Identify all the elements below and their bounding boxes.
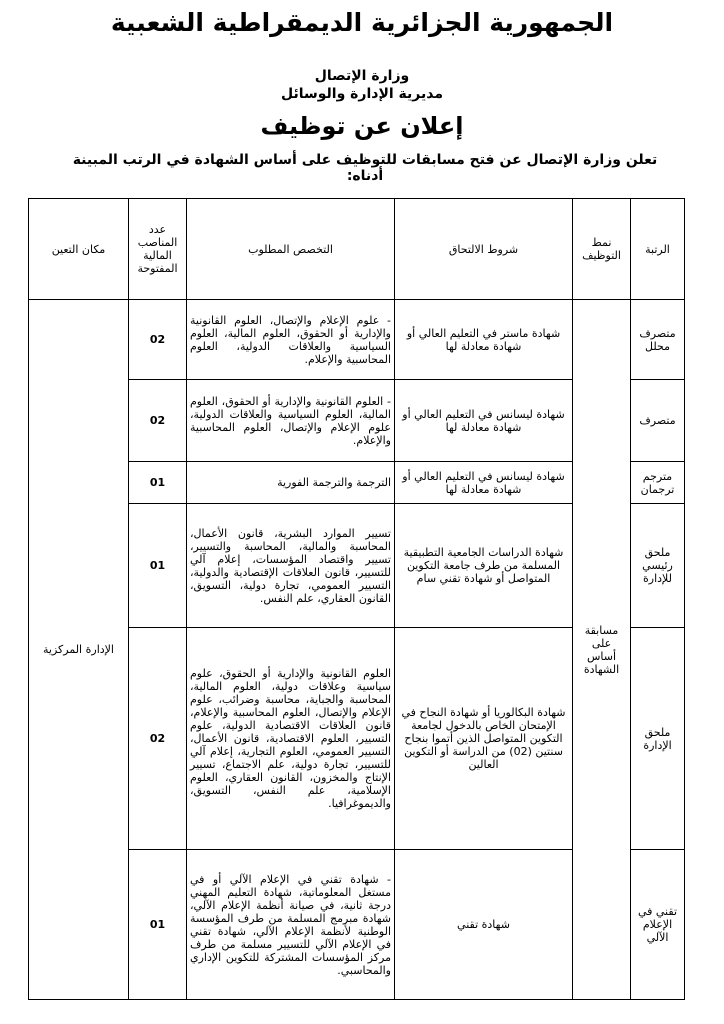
header-location: مكان التعين (29, 199, 129, 300)
specialty-cell: - العلوم القانونية والإدارية أو الحقوق، العلوم المالية، العلوم السياسية والعلاقات الدولية، علوم الإعلام والإتصال، العلوم المحاسبية والإعلام. (187, 380, 395, 462)
conditions-cell: شهادة البكالوريا أو شهادة النجاح في الإمتحان الخاص بالدخول لجامعة التكوين المتواصل الذين أتموا بنجاح سنتين (02) من الدراسة أو التكوين العالين (395, 628, 573, 850)
rank-cell: تقني في الإعلام الآلي (631, 850, 685, 1000)
positions-cell: 02 (129, 300, 187, 380)
positions-cell: 01 (129, 504, 187, 628)
header-conditions: شروط الالتحاق (395, 199, 573, 300)
positions-cell: 01 (129, 850, 187, 1000)
positions-cell: 02 (129, 380, 187, 462)
ministry-name: وزارة الإتصال (314, 68, 410, 84)
rank-cell: مترجم ترجمان (631, 462, 685, 504)
table-row (29, 300, 685, 380)
header-specialty: التخصص المطلوب (187, 199, 395, 300)
announcement-title: إعلان عن توظيف (260, 112, 464, 140)
header-mode: نمط التوظيف (573, 199, 631, 300)
conditions-cell: شهادة ليسانس في التعليم العالي أو شهادة معادلة لها (395, 380, 573, 462)
specialty-cell: - شهادة تقني في الإعلام الآلي أو في مستغل المعلوماتية، شهادة التعليم المهني درجة ثانية، في صيانة أنظمة الإعلام الآلي، شهادة مبرمج المسلمة من طرف المؤسسة الوطنية لأنظمة الإعلام الآلي، شهادة تقني في الإعلام الآلي للتسيير مسلمة من طرف مركز المؤسسات المشتركة للتكوين الإداري والمحاسبي. (187, 850, 395, 1000)
conditions-cell: شهادة ليسانس في التعليم العالي أو شهادة معادلة لها (395, 462, 573, 504)
conditions-cell: شهادة ماستر في التعليم العالي أو شهادة معادلة لها (395, 300, 573, 380)
specialty-cell: الترجمة والترجمة الفورية (187, 462, 395, 504)
rank-cell: متصرف محلل (631, 300, 685, 380)
directorate-name: مديرية الإدارة والوسائل (280, 86, 444, 102)
header-rank: الرتبة (631, 199, 685, 300)
positions-cell: 01 (129, 462, 187, 504)
recruitment-mode-cell: مسابقة على أساس الشهادة (573, 300, 631, 1000)
table-header-row (29, 199, 685, 300)
positions-cell: 02 (129, 628, 187, 850)
specialty-cell: تسيير الموارد البشرية، قانون الأعمال، المحاسبة والمالية، المحاسبة والتسيير، تسيير واقتصاد المؤسسات، إعلام آلي للتسيير، قانون العلاقات الإقتصادية والدولية، التسيير العمومي، تجارة دولية، التسويق، القانون العقاري، علم النفس. (187, 504, 395, 628)
header-positions: عدد المناصب المالية المفتوحة (129, 199, 187, 300)
rank-cell: متصرف (631, 380, 685, 462)
conditions-cell: شهادة تقني (395, 850, 573, 1000)
announcement-intro: تعلن وزارة الإتصال عن فتح مسابقات للتوظيف على أساس الشهادة في الرتب المبينة أدناه: (72, 152, 658, 184)
rank-cell: ملحق رئيسي للإدارة (631, 504, 685, 628)
rank-cell: ملحق الإدارة (631, 628, 685, 850)
specialty-cell: العلوم القانونية والإدارية أو الحقوق، علوم سياسية وعلاقات دولية، العلوم المالية، المحاسبة والجباية، محاسبة وضرائب، علوم الإعلام والإتصال، العلوم المحاسبية والإعلام، قانون العلاقات الاقتصادية الدولية، علوم التسيير، العلوم الاقتصادية، قانون الأعمال، التسيير العمومي، العلوم التجارية، إعلام آلي للتسيير، تجارة دولية، علم الاجتماع، تسيير الإنتاج والمخزون، القانون العقاري، العلوم الإسلامية، علم النفس، التسويق، والديموغرافيا. (187, 628, 395, 850)
conditions-cell: شهادة الدراسات الجامعية التطبيقية المسلمة من طرف جامعة التكوين المتواصل أو شهادة تقني سام (395, 504, 573, 628)
specialty-cell: - علوم الإعلام والإتصال، العلوم القانونية والإدارية أو الحقوق، العلوم المالية، العلوم السياسية والعلاقات الدولية، العلوم المحاسبية والإعلام. (187, 300, 395, 380)
recruitment-table (28, 198, 685, 1000)
republic-title: الجمهورية الجزائرية الديمقراطية الشعبية (110, 8, 614, 37)
location-cell: الإدارة المركزية (29, 300, 129, 1000)
